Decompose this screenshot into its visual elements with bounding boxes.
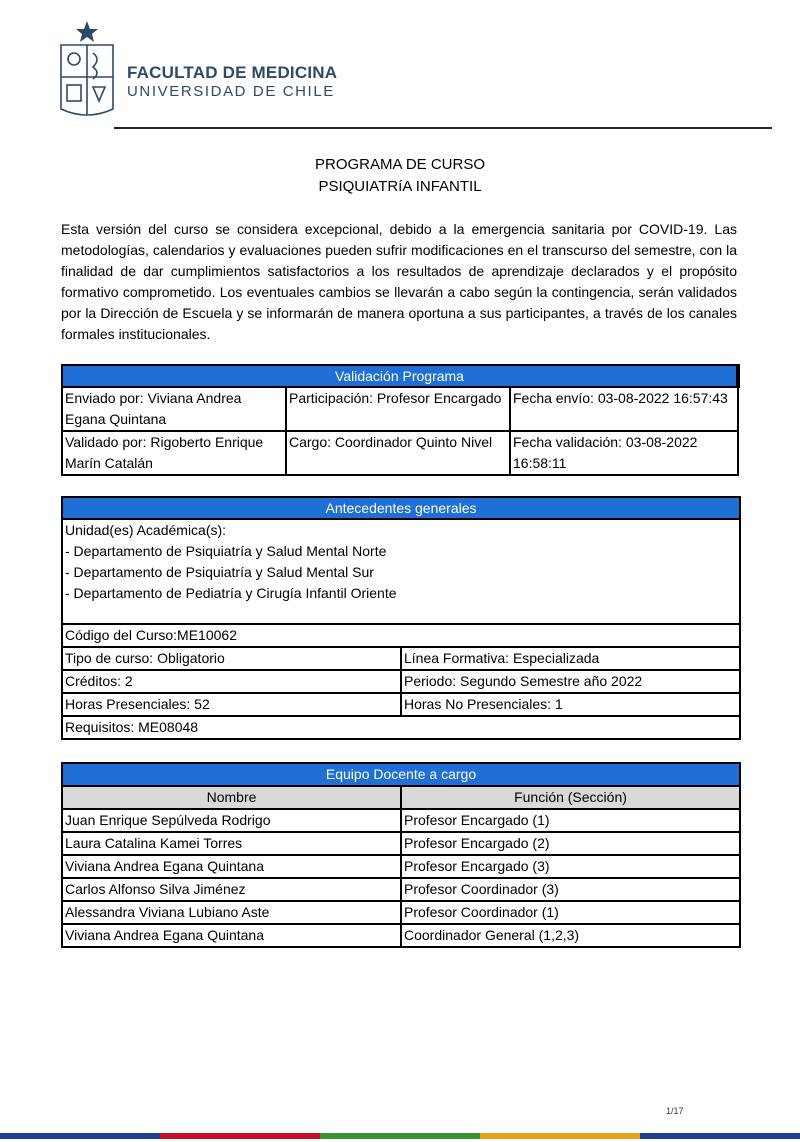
footer-stripe xyxy=(640,1133,800,1139)
participation-cell: Participación: Profesor Encargado xyxy=(286,387,510,431)
sent-date-cell: Fecha envío: 03-08-2022 16:57:43 xyxy=(510,387,738,431)
teacher-role: Profesor Encargado (3) xyxy=(401,855,740,878)
table-row xyxy=(62,901,740,924)
general-background-table xyxy=(61,496,741,740)
university-seal-icon xyxy=(55,17,119,125)
period-cell: Periodo: Segundo Semestre año 2022 xyxy=(401,670,740,693)
teacher-role: Coordinador General (1,2,3) xyxy=(401,924,740,947)
in-person-hours-cell: Horas Presenciales: 52 xyxy=(62,693,401,716)
remote-hours-cell: Horas No Presenciales: 1 xyxy=(401,693,740,716)
validation-header: Validación Programa xyxy=(62,365,738,387)
teacher-name: Juan Enrique Sepúlveda Rodrigo xyxy=(62,809,401,832)
course-name: PSIQUIATRíA INFANTIL xyxy=(318,178,482,195)
course-type-cell: Tipo de curso: Obligatorio xyxy=(62,647,401,670)
teacher-name: Viviana Andrea Egana Quintana xyxy=(62,924,401,947)
validation-table xyxy=(61,364,740,476)
credits-cell: Créditos: 2 xyxy=(62,670,401,693)
academic-unit-item: - Departamento de Pediatría y Cirugía Infantil Oriente xyxy=(65,585,397,601)
sent-by-cell: Enviado por: Viviana Andrea Egana Quintana xyxy=(62,387,286,431)
academic-units-label: Unidad(es) Académica(s): xyxy=(65,522,227,538)
footer-stripe xyxy=(160,1133,320,1139)
academic-units-cell xyxy=(62,519,740,624)
teacher-name: Viviana Andrea Egana Quintana xyxy=(62,855,401,878)
teacher-role: Profesor Coordinador (3) xyxy=(401,878,740,901)
validation-date-cell: Fecha validación: 03-08-2022 16:58:11 xyxy=(510,431,738,475)
course-code-cell: Código del Curso:ME10062 xyxy=(62,624,740,647)
teacher-role: Profesor Encargado (1) xyxy=(401,809,740,832)
footer-color-bar xyxy=(0,1126,800,1132)
faculty-name: FACULTAD DE MEDICINA xyxy=(127,63,338,82)
role-cell: Cargo: Coordinador Quinto Nivel xyxy=(286,431,510,475)
background-header: Antecedentes generales xyxy=(62,497,740,519)
teacher-role: Profesor Coordinador (1) xyxy=(401,901,740,924)
table-row xyxy=(62,809,740,832)
teacher-name: Alessandra Viviana Lubiano Aste xyxy=(62,901,401,924)
footer-stripe xyxy=(320,1133,480,1139)
training-line-cell: Línea Formativa: Especializada xyxy=(401,647,740,670)
teacher-name: Laura Catalina Kamei Torres xyxy=(62,832,401,855)
teaching-team-header: Equipo Docente a cargo xyxy=(62,763,740,786)
validated-by-cell: Validado por: Rigoberto Enrique Marín Catalán xyxy=(62,431,286,475)
table-row xyxy=(62,855,740,878)
page-number: 1/17 xyxy=(666,1106,684,1116)
university-name: UNIVERSIDAD DE CHILE xyxy=(127,83,335,100)
footer-stripe xyxy=(480,1133,640,1139)
academic-unit-item: - Departamento de Psiquiatría y Salud Mental Norte xyxy=(65,543,387,559)
table-row xyxy=(62,924,740,947)
table-row xyxy=(62,878,740,901)
column-header-role: Función (Sección) xyxy=(401,786,740,809)
teacher-name: Carlos Alfonso Silva Jiménez xyxy=(62,878,401,901)
footer-stripe xyxy=(0,1133,160,1139)
column-header-name: Nombre xyxy=(62,786,401,809)
header-divider xyxy=(114,127,772,129)
teacher-role: Profesor Encargado (2) xyxy=(401,832,740,855)
academic-unit-item: - Departamento de Psiquiatría y Salud Mental Sur xyxy=(65,564,374,580)
teaching-team-table xyxy=(61,762,741,948)
requirements-cell: Requisitos: ME08048 xyxy=(62,716,740,739)
document-title: PROGRAMA DE CURSO xyxy=(314,156,486,173)
intro-paragraph: Esta versión del curso se considera excepcional, debido a la emergencia sanitaria por COVID-19. Las metodologías, calendarios y evaluaciones pueden sufrir modificaciones en el transcurso del semestre, con la finalidad de dar cumplimientos satisfactorios a los resultados de aprendizaje declarados y el propósito formativo comprometido. Los eventuales cambios se llevarán a cabo según la contingencia, serán validados por la Dirección de Escuela y se informarán de manera oportuna a sus participantes, a través de los canales formales institucionales. xyxy=(61,221,737,342)
page-header xyxy=(50,15,772,127)
table-row xyxy=(62,832,740,855)
